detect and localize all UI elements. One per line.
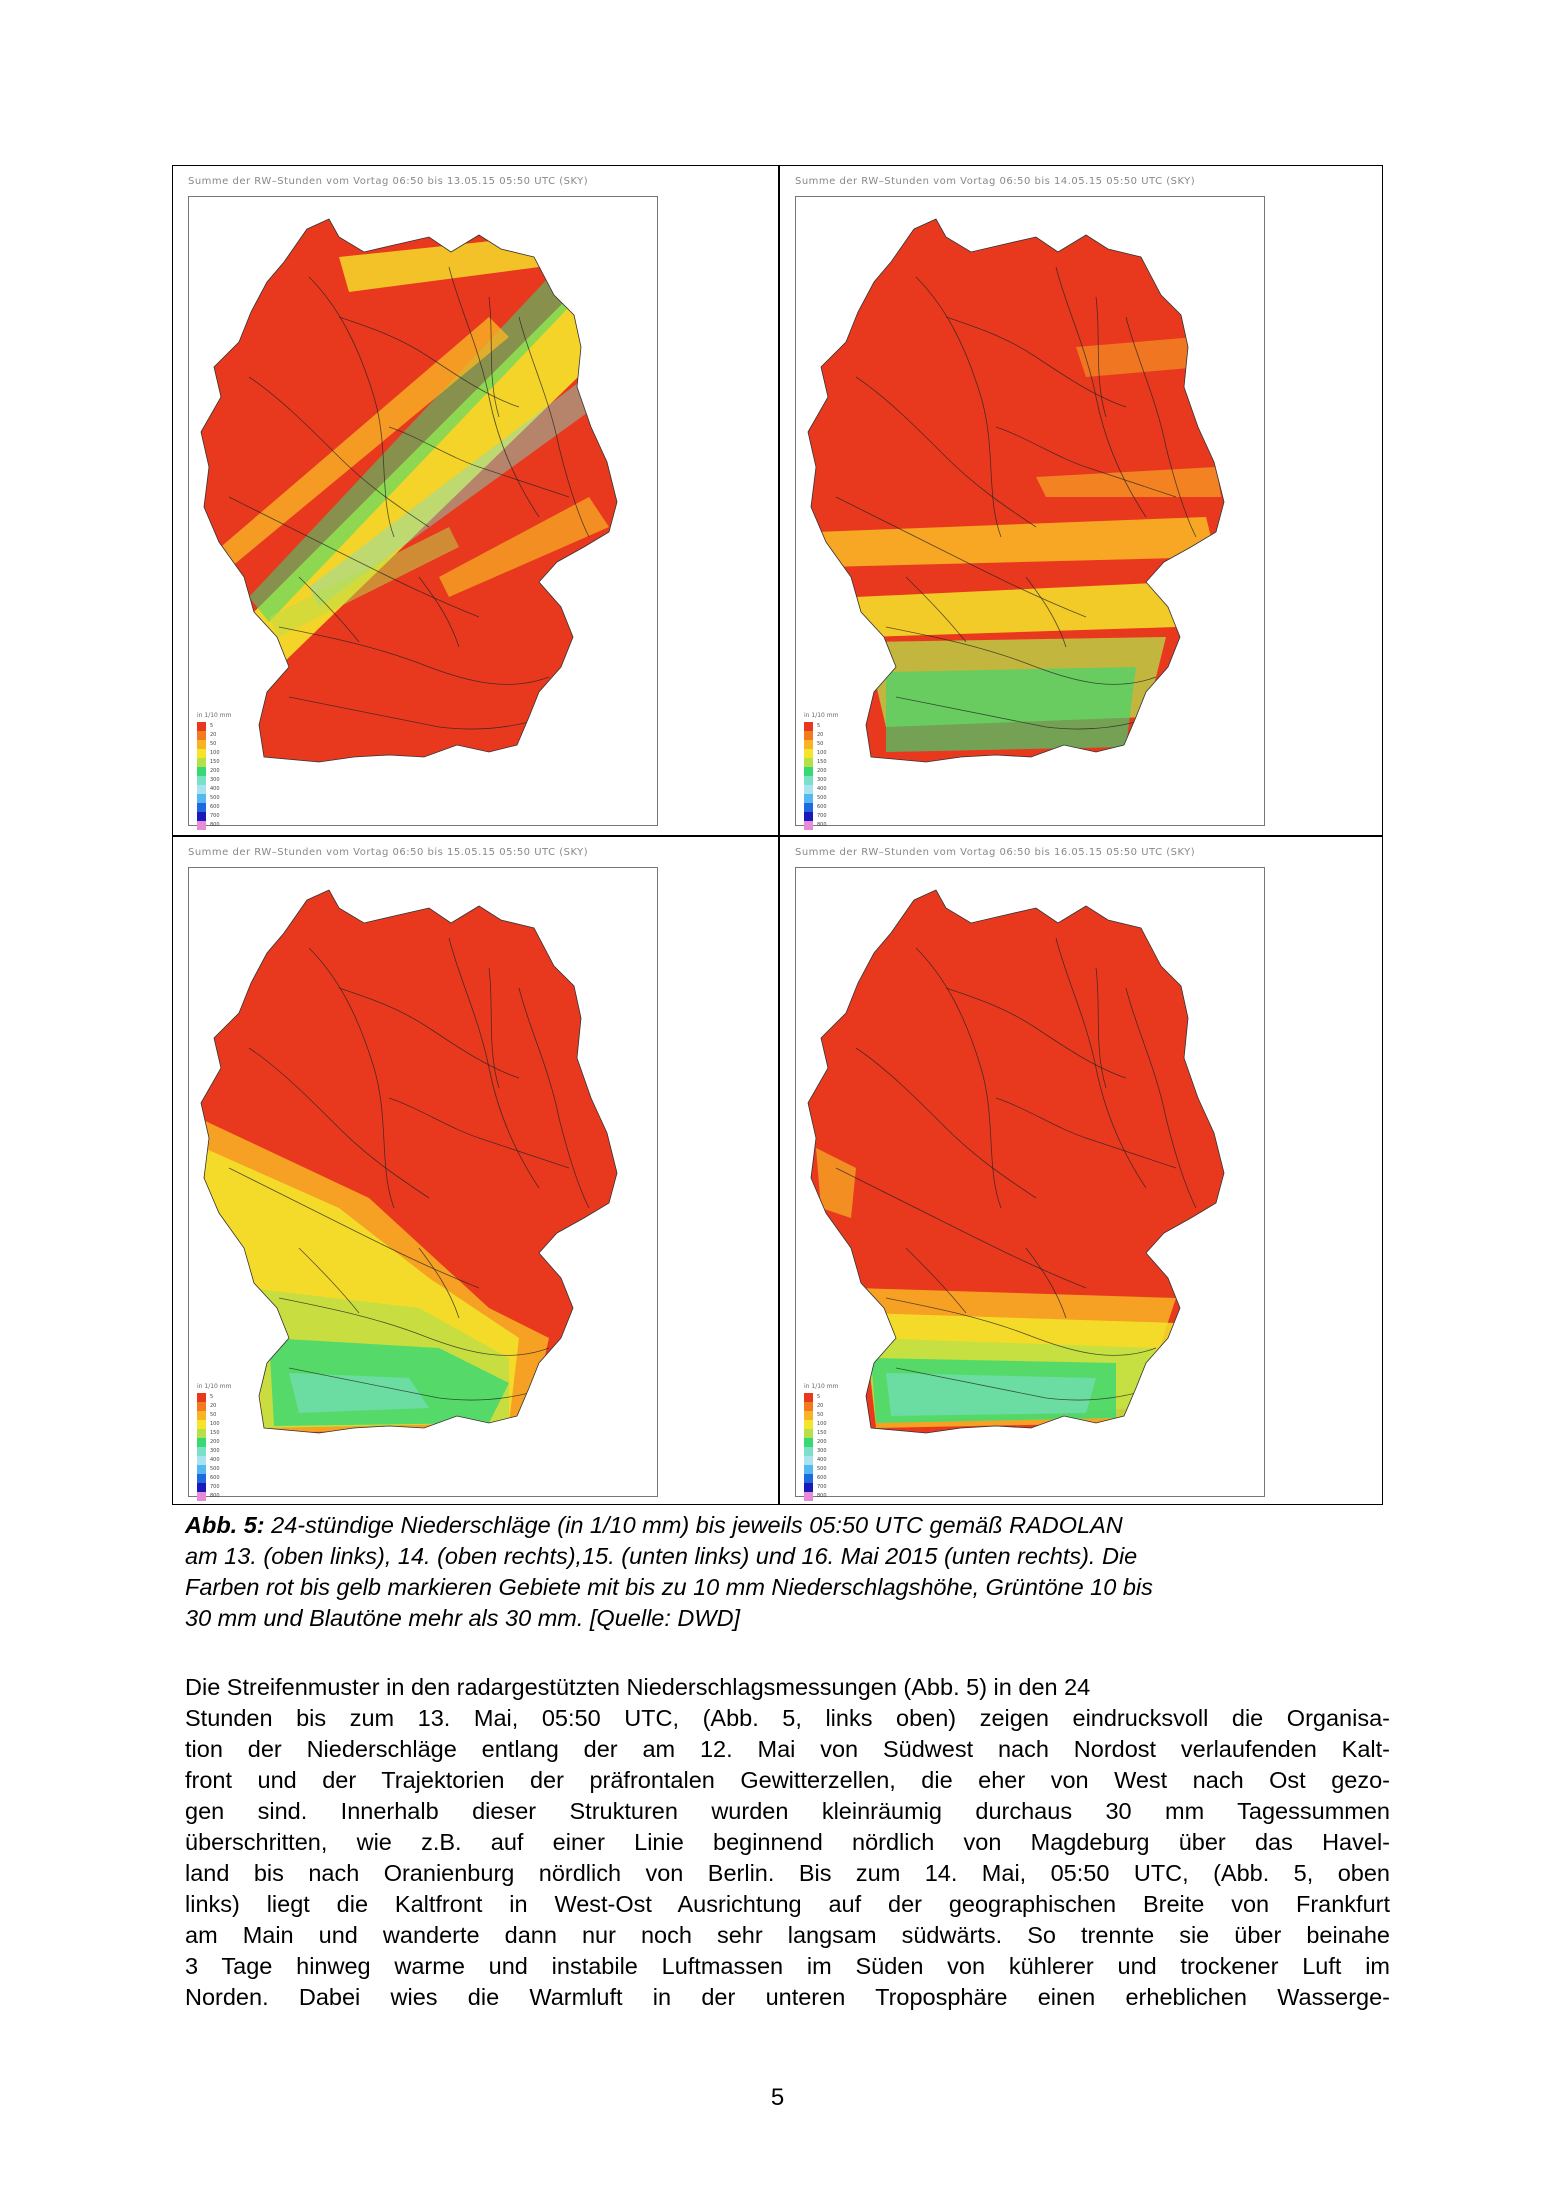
- legend-value: 300: [210, 777, 220, 783]
- legend-value: 200: [210, 768, 220, 774]
- legend-value: 20: [817, 1403, 824, 1409]
- map-panel-14-may: [780, 166, 1384, 834]
- legend-entry: [804, 1483, 864, 1492]
- legend-value: 700: [817, 813, 827, 819]
- legend-swatch: [804, 776, 813, 785]
- legend-value: 20: [210, 732, 217, 738]
- legend-value: 20: [817, 732, 824, 738]
- legend-entry: [197, 1438, 257, 1447]
- panel-title: Summe der RW–Stunden vom Vortag 06:50 bis 15.05.15 05:50 UTC (SKY): [188, 847, 589, 858]
- legend-swatch: [804, 1483, 813, 1492]
- legend-entry: [197, 1393, 257, 1402]
- legend-swatch: [804, 1456, 813, 1465]
- legend-value: 150: [817, 759, 827, 765]
- legend-value: 800: [210, 1493, 220, 1499]
- legend-swatch: [197, 1465, 206, 1474]
- legend-value: 500: [817, 795, 827, 801]
- legend-entry: [197, 1420, 257, 1429]
- precipitation-map: [189, 868, 659, 1498]
- legend-entry: [804, 1474, 864, 1483]
- legend-entry: [804, 767, 864, 776]
- map-panel-16-may: [780, 837, 1384, 1505]
- caption-line: Farben rot bis gelb markieren Gebiete mit bis zu 10 mm Niederschlagshöhe, Grüntöne 10 bis: [185, 1574, 1153, 1600]
- precipitation-map: [796, 868, 1266, 1498]
- legend-swatch: [804, 1402, 813, 1411]
- legend-entry: [804, 758, 864, 767]
- precip-band: [886, 667, 1136, 752]
- body-line: überschritten, wie z.B. auf einer Linie beginnend nördlich von Magdeburg über das Havel-: [185, 1829, 1390, 1855]
- legend-value: 5: [817, 1394, 821, 1400]
- legend-swatch: [804, 1438, 813, 1447]
- legend-swatch: [197, 1420, 206, 1429]
- legend-swatch: [197, 785, 206, 794]
- legend-swatch: [197, 1429, 206, 1438]
- plot-frame: [188, 867, 658, 1497]
- legend-value: 500: [817, 1466, 827, 1472]
- panel-title: Summe der RW–Stunden vom Vortag 06:50 bis 14.05.15 05:50 UTC (SKY): [795, 176, 1196, 187]
- legend-swatch: [804, 722, 813, 731]
- panel-title: Summe der RW–Stunden vom Vortag 06:50 bis 16.05.15 05:50 UTC (SKY): [795, 847, 1196, 858]
- legend-entry: [197, 785, 257, 794]
- legend-entry: [197, 812, 257, 821]
- legend-value: 300: [817, 1448, 827, 1454]
- body-line: tion der Niederschläge entlang der am 12. Mai von Südwest nach Nordost verlaufenden Kalt-: [185, 1736, 1390, 1762]
- legend-swatch: [804, 803, 813, 812]
- plot-frame: [795, 196, 1265, 826]
- body-line: Norden. Dabei wies die Warmluft in der unteren Troposphäre einen erheblichen Wasserge-: [185, 1984, 1390, 2010]
- legend-entry: [197, 1492, 257, 1501]
- legend-entry: [804, 803, 864, 812]
- legend-value: 600: [210, 1475, 220, 1481]
- legend-swatch: [197, 1393, 206, 1402]
- legend-swatch: [804, 1420, 813, 1429]
- map-fill: [189, 197, 659, 827]
- body-line: links) liegt die Kaltfront in West-Ost Ausrichtung auf der geographischen Breite von Frankfurt: [185, 1891, 1390, 1917]
- legend-value: 300: [210, 1448, 220, 1454]
- legend-swatch: [197, 1474, 206, 1483]
- legend-entry: [197, 1456, 257, 1465]
- legend-swatch: [197, 1483, 206, 1492]
- legend-swatch: [804, 1429, 813, 1438]
- legend-entry: [804, 1465, 864, 1474]
- legend-swatch: [804, 1474, 813, 1483]
- legend-value: 100: [817, 1421, 827, 1427]
- legend-swatch: [804, 821, 813, 830]
- legend-value: 400: [210, 786, 220, 792]
- page-number: 5: [770, 2084, 785, 2111]
- legend-entry: [804, 1456, 864, 1465]
- legend-swatch: [804, 785, 813, 794]
- legend-entry: [804, 812, 864, 821]
- legend-entry: [804, 794, 864, 803]
- legend-entry: [197, 1429, 257, 1438]
- legend-swatch: [197, 776, 206, 785]
- legend-value: 100: [817, 750, 827, 756]
- legend-swatch: [197, 767, 206, 776]
- legend-entry: [804, 1402, 864, 1411]
- legend-entry: [197, 794, 257, 803]
- body-line: Stunden bis zum 13. Mai, 05:50 UTC, (Abb. 5, links oben) zeigen eindrucksvoll die Organisa-: [185, 1705, 1390, 1731]
- legend-value: 600: [210, 804, 220, 810]
- legend-entry: [197, 749, 257, 758]
- plot-frame: [795, 867, 1265, 1497]
- figure-caption: [185, 1510, 1385, 1634]
- legend-value: 20: [210, 1403, 217, 1409]
- legend-title: in 1/10 mm: [804, 712, 839, 719]
- body-paragraph: [185, 1672, 1390, 2013]
- legend-entry: [804, 776, 864, 785]
- precipitation-map: [796, 197, 1266, 827]
- caption-line-text: 24-stündige Niederschläge (in 1/10 mm) bis jeweils 05:50 UTC gemäß RADOLAN: [264, 1512, 1123, 1538]
- figure-grid: [172, 165, 1383, 1505]
- legend-value: 150: [817, 1430, 827, 1436]
- legend-entry: [804, 731, 864, 740]
- caption-line: am 13. (oben links), 14. (oben rechts),15. (unten links) und 16. Mai 2015 (unten rechts). Die: [185, 1543, 1138, 1569]
- legend-value: 800: [817, 1493, 827, 1499]
- legend-entry: [804, 821, 864, 830]
- caption-line: [185, 1510, 1385, 1541]
- body-line: 3 Tage hinweg warme und instabile Luftmassen im Süden von kühlerer und trockener Luft im: [185, 1953, 1390, 1979]
- legend-swatch: [197, 1402, 206, 1411]
- legend-value: 600: [817, 1475, 827, 1481]
- legend-value: 100: [210, 750, 220, 756]
- legend-value: 200: [817, 1439, 827, 1445]
- legend-entry: [197, 1447, 257, 1456]
- legend-entry: [197, 776, 257, 785]
- map-panel-13-may: [173, 166, 777, 834]
- legend-entry: [804, 1447, 864, 1456]
- body-line: land bis nach Oranienburg nördlich von Berlin. Bis zum 14. Mai, 05:50 UTC, (Abb. 5, oben: [185, 1860, 1390, 1886]
- legend-swatch: [804, 749, 813, 758]
- legend-entry: [197, 821, 257, 830]
- legend-entry: [197, 740, 257, 749]
- legend-swatch: [197, 749, 206, 758]
- legend-swatch: [197, 1456, 206, 1465]
- legend-swatch: [804, 1447, 813, 1456]
- map-legend: [804, 712, 864, 830]
- legend-title: in 1/10 mm: [197, 712, 232, 719]
- legend-entry: [197, 1402, 257, 1411]
- legend-value: 600: [817, 804, 827, 810]
- legend-entry: [197, 758, 257, 767]
- legend-value: 200: [817, 768, 827, 774]
- legend-value: 500: [210, 795, 220, 801]
- legend-swatch: [197, 1411, 206, 1420]
- legend-entry: [197, 1474, 257, 1483]
- legend-entry: [804, 785, 864, 794]
- legend-swatch: [197, 758, 206, 767]
- legend-value: 700: [210, 813, 220, 819]
- legend-value: 800: [817, 822, 827, 828]
- legend-swatch: [197, 1447, 206, 1456]
- legend-entry: [804, 1438, 864, 1447]
- legend-swatch: [804, 731, 813, 740]
- legend-entry: [197, 1465, 257, 1474]
- legend-swatch: [804, 767, 813, 776]
- legend-value: 50: [210, 741, 217, 747]
- legend-value: 50: [210, 1412, 217, 1418]
- legend-swatch: [804, 758, 813, 767]
- legend-entry: [804, 1393, 864, 1402]
- caption-line: 30 mm und Blautöne mehr als 30 mm. [Quelle: DWD]: [185, 1605, 741, 1631]
- legend-value: 50: [817, 741, 824, 747]
- caption-label: Abb. 5:: [185, 1512, 265, 1538]
- body-line: front und der Trajektorien der präfrontalen Gewitterzellen, die eher von West nach Ost gezo-: [185, 1767, 1390, 1793]
- legend-entry: [804, 749, 864, 758]
- map-legend: [804, 1383, 864, 1501]
- map-legend: [197, 1383, 257, 1501]
- map-fill: [796, 197, 1266, 827]
- legend-entry: [197, 731, 257, 740]
- legend-value: 400: [210, 1457, 220, 1463]
- legend-value: 500: [210, 1466, 220, 1472]
- legend-value: 700: [817, 1484, 827, 1490]
- legend-swatch: [197, 1438, 206, 1447]
- legend-swatch: [804, 1492, 813, 1501]
- legend-swatch: [197, 731, 206, 740]
- legend-value: 150: [210, 759, 220, 765]
- legend-value: 200: [210, 1439, 220, 1445]
- legend-swatch: [197, 1492, 206, 1501]
- legend-value: 400: [817, 1457, 827, 1463]
- legend-value: 5: [210, 1394, 214, 1400]
- legend-entry: [804, 740, 864, 749]
- legend-swatch: [804, 1465, 813, 1474]
- legend-value: 150: [210, 1430, 220, 1436]
- map-legend: [197, 712, 257, 830]
- legend-value: 800: [210, 822, 220, 828]
- legend-value: 700: [210, 1484, 220, 1490]
- legend-swatch: [804, 794, 813, 803]
- legend-swatch: [804, 740, 813, 749]
- body-line: Die Streifenmuster in den radargestützten Niederschlagsmessungen (Abb. 5) in den 24: [185, 1674, 1091, 1700]
- body-line: gen sind. Innerhalb dieser Strukturen wurden kleinräumig durchaus 30 mm Tagessummen: [185, 1798, 1390, 1824]
- legend-entry: [197, 1411, 257, 1420]
- legend-entry: [197, 803, 257, 812]
- map-fill: [796, 868, 1266, 1498]
- map-fill: [189, 868, 659, 1498]
- precipitation-map: [189, 197, 659, 827]
- map-panel-15-may: [173, 837, 777, 1505]
- legend-swatch: [804, 1411, 813, 1420]
- legend-value: 50: [817, 1412, 824, 1418]
- legend-value: 5: [210, 723, 214, 729]
- legend-entry: [197, 767, 257, 776]
- legend-entry: [804, 722, 864, 731]
- legend-swatch: [197, 821, 206, 830]
- legend-entry: [804, 1429, 864, 1438]
- legend-entry: [804, 1411, 864, 1420]
- legend-swatch: [197, 740, 206, 749]
- legend-entry: [804, 1420, 864, 1429]
- body-line: am Main und wanderte dann nur noch sehr langsam südwärts. So trennte sie über beinahe: [185, 1922, 1390, 1948]
- legend-entry: [197, 722, 257, 731]
- precip-band: [886, 1373, 1096, 1416]
- legend-swatch: [197, 812, 206, 821]
- legend-title: in 1/10 mm: [804, 1383, 839, 1390]
- legend-value: 300: [817, 777, 827, 783]
- legend-value: 5: [817, 723, 821, 729]
- legend-swatch: [197, 722, 206, 731]
- legend-swatch: [197, 794, 206, 803]
- plot-frame: [188, 196, 658, 826]
- panel-title: Summe der RW–Stunden vom Vortag 06:50 bis 13.05.15 05:50 UTC (SKY): [188, 176, 589, 187]
- legend-title: in 1/10 mm: [197, 1383, 232, 1390]
- precip-band: [289, 1373, 429, 1413]
- legend-entry: [197, 1483, 257, 1492]
- legend-entry: [804, 1492, 864, 1501]
- legend-value: 400: [817, 786, 827, 792]
- legend-swatch: [804, 812, 813, 821]
- legend-value: 100: [210, 1421, 220, 1427]
- legend-swatch: [197, 803, 206, 812]
- legend-swatch: [804, 1393, 813, 1402]
